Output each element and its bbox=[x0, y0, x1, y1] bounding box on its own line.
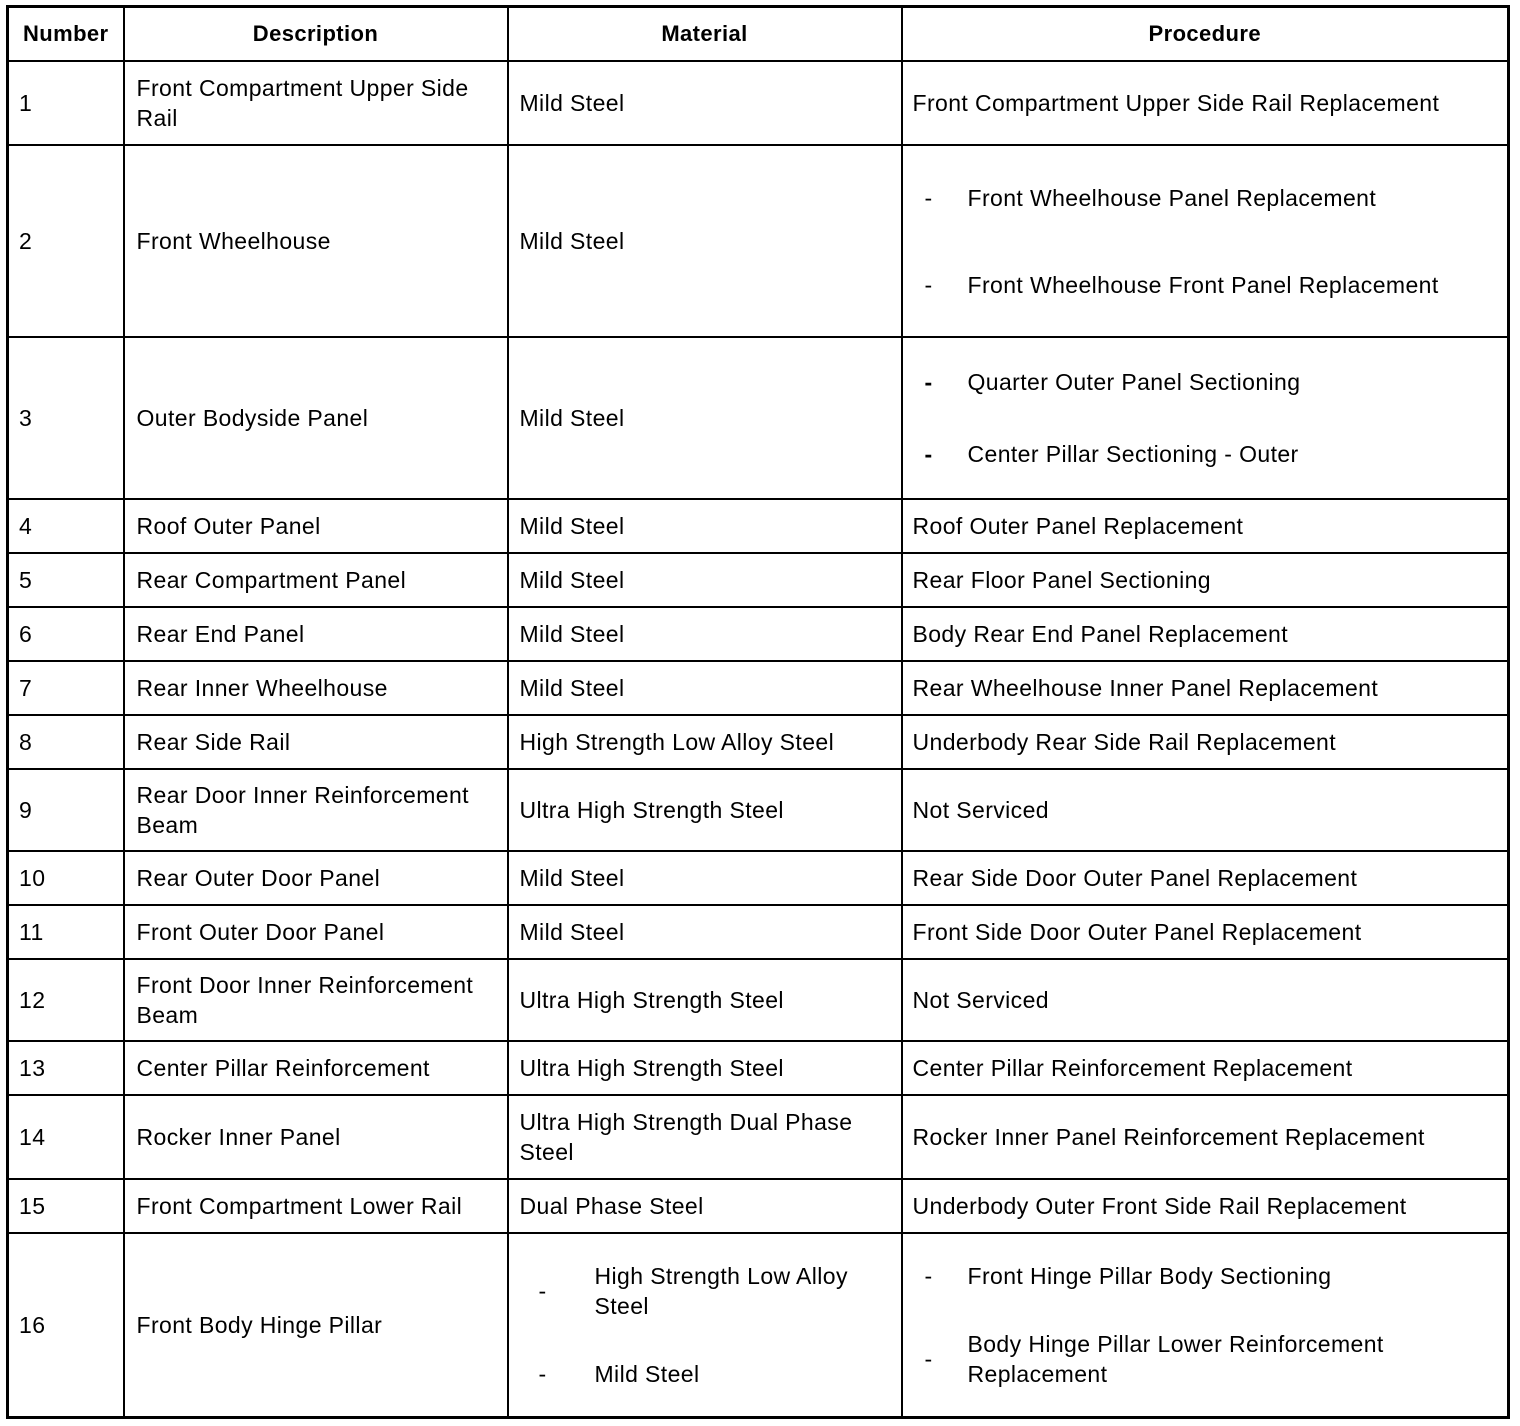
bullet-dash: - bbox=[538, 1278, 547, 1304]
cell-material: Ultra High Strength Steel bbox=[508, 959, 902, 1041]
cell-description: Front Wheelhouse bbox=[124, 145, 508, 337]
list-item-text: Front Wheelhouse Front Panel Replacement bbox=[967, 271, 1439, 298]
table-row bbox=[8, 61, 1509, 145]
table-row bbox=[8, 851, 1509, 905]
cell-procedure: Front Compartment Upper Side Rail Replacement bbox=[902, 61, 1509, 145]
list-item-text: Front Hinge Pillar Body Sectioning bbox=[967, 1263, 1332, 1289]
cell-description: Outer Bodyside Panel bbox=[124, 337, 508, 499]
table-row bbox=[8, 715, 1509, 769]
bullet-dash: - bbox=[924, 1263, 933, 1289]
cell-procedure: Not Serviced bbox=[902, 769, 1509, 851]
table-row bbox=[8, 1179, 1509, 1233]
cell-material: High Strength Low Alloy Steel bbox=[508, 715, 902, 769]
bullet-dash: - bbox=[924, 271, 933, 298]
cell-number: 6 bbox=[8, 607, 124, 661]
cell-material: Mild Steel bbox=[508, 851, 902, 905]
cell-number: 5 bbox=[8, 553, 124, 607]
cell-procedure: Roof Outer Panel Replacement bbox=[902, 499, 1509, 553]
procedure-list bbox=[903, 338, 1508, 498]
bullet-dash: - bbox=[538, 1361, 547, 1387]
cell-description: Rocker Inner Panel bbox=[124, 1095, 508, 1179]
cell-procedure: Not Serviced bbox=[902, 959, 1509, 1041]
bullet-dash: - bbox=[924, 441, 933, 467]
list-item bbox=[903, 270, 1508, 300]
cell-description: Roof Outer Panel bbox=[124, 499, 508, 553]
bullet-dash: - bbox=[924, 369, 933, 395]
list-item-text: High Strength Low Alloy Steel bbox=[594, 1263, 848, 1319]
cell-description: Rear Outer Door Panel bbox=[124, 851, 508, 905]
cell-number: 14 bbox=[8, 1095, 124, 1179]
table-row bbox=[8, 1233, 1509, 1418]
list-item-text: Mild Steel bbox=[594, 1361, 700, 1387]
table-row bbox=[8, 499, 1509, 553]
list-item-text: Body Hinge Pillar Lower Reinforcement Replacement bbox=[967, 1331, 1384, 1387]
procedure-list bbox=[903, 1234, 1508, 1416]
cell-material: Mild Steel bbox=[508, 607, 902, 661]
cell-material: Mild Steel bbox=[508, 337, 902, 499]
header-material: Material bbox=[508, 7, 902, 62]
cell-material: Mild Steel bbox=[508, 61, 902, 145]
cell-description: Rear Inner Wheelhouse bbox=[124, 661, 508, 715]
cell-procedure bbox=[902, 1233, 1509, 1418]
cell-description: Rear Compartment Panel bbox=[124, 553, 508, 607]
header-description: Description bbox=[124, 7, 508, 62]
list-item bbox=[509, 1359, 901, 1389]
cell-material bbox=[508, 1233, 902, 1418]
cell-material: Mild Steel bbox=[508, 553, 902, 607]
list-item bbox=[903, 183, 1508, 213]
cell-material: Mild Steel bbox=[508, 145, 902, 337]
list-item-text: Front Wheelhouse Panel Replacement bbox=[967, 184, 1377, 211]
bullet-dash: - bbox=[924, 1346, 933, 1372]
cell-number: 7 bbox=[8, 661, 124, 715]
cell-number: 2 bbox=[8, 145, 124, 337]
cell-number: 11 bbox=[8, 905, 124, 959]
cell-description: Rear Side Rail bbox=[124, 715, 508, 769]
cell-procedure: Underbody Outer Front Side Rail Replacement bbox=[902, 1179, 1509, 1233]
list-item-text: Quarter Outer Panel Sectioning bbox=[967, 369, 1301, 395]
table-row bbox=[8, 905, 1509, 959]
list-item bbox=[903, 1261, 1508, 1291]
list-item bbox=[509, 1261, 901, 1321]
cell-number: 4 bbox=[8, 499, 124, 553]
cell-number: 8 bbox=[8, 715, 124, 769]
table-row bbox=[8, 337, 1509, 499]
table-row bbox=[8, 661, 1509, 715]
cell-description: Center Pillar Reinforcement bbox=[124, 1041, 508, 1095]
cell-procedure: Underbody Rear Side Rail Replacement bbox=[902, 715, 1509, 769]
header-procedure: Procedure bbox=[902, 7, 1509, 62]
cell-number: 13 bbox=[8, 1041, 124, 1095]
table-header-row bbox=[8, 7, 1509, 62]
cell-procedure: Body Rear End Panel Replacement bbox=[902, 607, 1509, 661]
cell-material: Ultra High Strength Dual Phase Steel bbox=[508, 1095, 902, 1179]
cell-number: 12 bbox=[8, 959, 124, 1041]
cell-number: 1 bbox=[8, 61, 124, 145]
cell-description: Rear Door Inner Reinforcement Beam bbox=[124, 769, 508, 851]
parts-table bbox=[6, 5, 1510, 1419]
cell-material: Mild Steel bbox=[508, 661, 902, 715]
cell-material: Mild Steel bbox=[508, 905, 902, 959]
list-item bbox=[903, 1329, 1508, 1389]
cell-number: 10 bbox=[8, 851, 124, 905]
cell-number: 15 bbox=[8, 1179, 124, 1233]
cell-procedure bbox=[902, 337, 1509, 499]
procedure-list bbox=[903, 146, 1508, 336]
table-row bbox=[8, 959, 1509, 1041]
cell-description: Front Outer Door Panel bbox=[124, 905, 508, 959]
table-row bbox=[8, 1041, 1509, 1095]
cell-number: 3 bbox=[8, 337, 124, 499]
cell-procedure: Rear Floor Panel Sectioning bbox=[902, 553, 1509, 607]
cell-procedure: Center Pillar Reinforcement Replacement bbox=[902, 1041, 1509, 1095]
cell-number: 9 bbox=[8, 769, 124, 851]
list-item bbox=[903, 439, 1508, 469]
cell-description: Front Body Hinge Pillar bbox=[124, 1233, 508, 1418]
cell-material: Dual Phase Steel bbox=[508, 1179, 902, 1233]
material-list bbox=[509, 1234, 901, 1416]
cell-procedure: Front Side Door Outer Panel Replacement bbox=[902, 905, 1509, 959]
cell-procedure: Rear Side Door Outer Panel Replacement bbox=[902, 851, 1509, 905]
table-row bbox=[8, 553, 1509, 607]
list-item bbox=[903, 367, 1508, 397]
bullet-dash: - bbox=[924, 184, 933, 211]
cell-procedure: Rear Wheelhouse Inner Panel Replacement bbox=[902, 661, 1509, 715]
table-row bbox=[8, 1095, 1509, 1179]
list-item-text: Center Pillar Sectioning - Outer bbox=[967, 441, 1299, 467]
cell-procedure bbox=[902, 145, 1509, 337]
cell-material: Ultra High Strength Steel bbox=[508, 1041, 902, 1095]
cell-description: Front Compartment Lower Rail bbox=[124, 1179, 508, 1233]
table-row bbox=[8, 145, 1509, 337]
cell-procedure: Rocker Inner Panel Reinforcement Replacement bbox=[902, 1095, 1509, 1179]
cell-description: Front Compartment Upper Side Rail bbox=[124, 61, 508, 145]
cell-description: Rear End Panel bbox=[124, 607, 508, 661]
header-number: Number bbox=[8, 7, 124, 62]
cell-number: 16 bbox=[8, 1233, 124, 1418]
parts-table-container bbox=[6, 5, 1507, 1419]
cell-description: Front Door Inner Reinforcement Beam bbox=[124, 959, 508, 1041]
cell-material: Mild Steel bbox=[508, 499, 902, 553]
table-row bbox=[8, 607, 1509, 661]
table-row bbox=[8, 769, 1509, 851]
cell-material: Ultra High Strength Steel bbox=[508, 769, 902, 851]
